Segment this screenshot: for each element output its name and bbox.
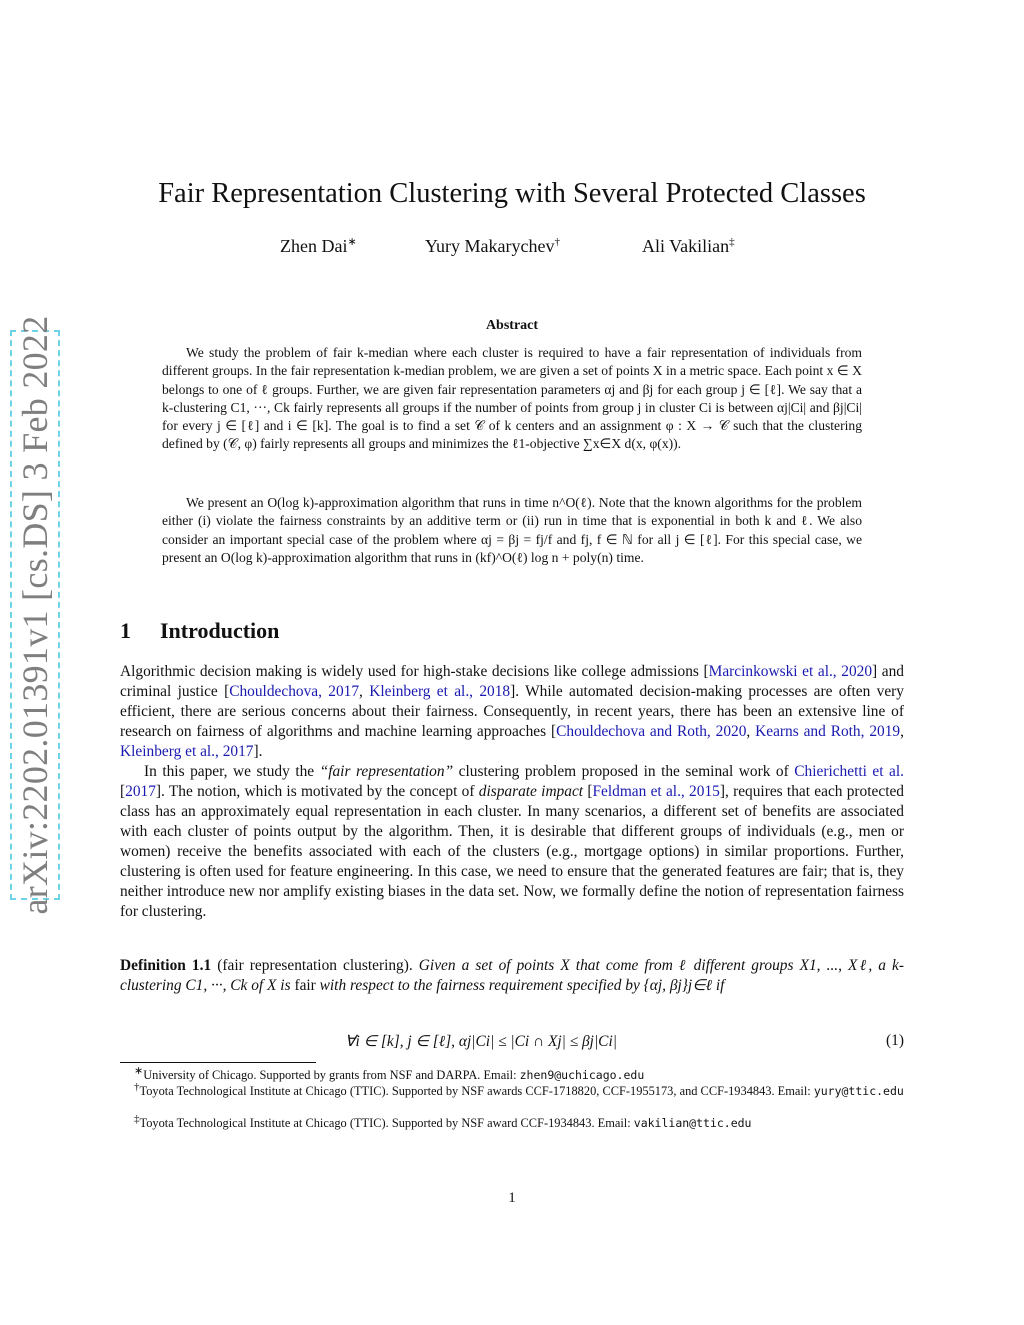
- author-2: [425, 236, 560, 257]
- equation-body: ∀i ∈ [k], j ∈ [ℓ], αj|Ci| ≤ |Ci ∩ Xj| ≤ βj|Ci|: [345, 1033, 617, 1050]
- quoted-term: “fair representation”: [319, 763, 454, 780]
- text-run: ], requires that each protected class has an approximately equal representation in each cluster. In many scenarios, a different set of benefits are associated with each cluster of points output by the algorithm. Then, it is desirable that different groups of individuals (e.g., men or women) receive the benefits associated with each of the clusters (e.g., mortgage options) in similar proportions. Further, clustering is often used for feature engineering. In this case, we need to ensure that the generated features are fair; that is, they neither introduce new nor amplify existing biases in the data set. Now, we formally define the notion of representation fairness for clustering.: [120, 783, 904, 920]
- text-run: with respect to the fairness requirement specified by {αj, βj}j∈ℓ if: [315, 977, 725, 994]
- author-mark: ∗: [347, 236, 357, 248]
- email-link[interactable]: yury@ttic.edu: [813, 1084, 904, 1098]
- author-name: Zhen Dai: [280, 236, 348, 256]
- email-link[interactable]: vakilian@ttic.edu: [633, 1116, 752, 1130]
- citation-link[interactable]: Marcinkowski et al., 2020: [708, 663, 873, 680]
- footnote-1: [120, 1064, 904, 1084]
- citation-link[interactable]: Kleinberg et al., 2018: [369, 683, 511, 700]
- text-run: ]. The notion, which is motivated by the concept of: [155, 783, 479, 800]
- definition-name: (fair representation clustering).: [217, 957, 413, 974]
- definition-label: Definition 1.1: [120, 957, 212, 974]
- intro-paragraph-1: [120, 662, 904, 762]
- section-heading: [120, 618, 279, 644]
- author-3: [642, 236, 735, 257]
- author-name: Yury Makarychev: [425, 236, 555, 256]
- footnote-3: [120, 1112, 904, 1132]
- footnote-2: [120, 1080, 904, 1100]
- text-run: Given a set of points X that come from ℓ different groups X1, ..., Xℓ, a k-clustering C1, ···, Ck of X is: [120, 957, 904, 994]
- intro-paragraph-2: [120, 762, 904, 922]
- citation-link[interactable]: Chierichetti et al.: [794, 763, 904, 780]
- definition-word: fair: [294, 977, 316, 994]
- footnote-text: Toyota Technological Institute at Chicago (TTIC). Supported by NSF award CCF-1934843. Email:: [139, 1116, 634, 1130]
- equation-number: (1): [886, 1032, 904, 1049]
- text-run: ,: [359, 683, 370, 700]
- text-run: ]. While automated decision-making processes are often very efficient, there are serious concerns about their fairness. Consequently, in recent years, there has been an extensive line of research on fairness of algorithms and machine learning approaches [: [120, 683, 904, 740]
- arxiv-stamp: [10, 315, 60, 915]
- text-run: ,: [900, 723, 904, 740]
- footnote-mark: ∗: [134, 1064, 144, 1077]
- arxiv-id: arXiv:2202.01391v1 [cs.DS] 3 Feb 2022: [15, 315, 55, 915]
- citation-link[interactable]: 2017: [125, 783, 156, 800]
- abstract-heading: Abstract: [485, 318, 539, 333]
- footnote-text: Toyota Technological Institute at Chicago (TTIC). Supported by NSF awards CCF-1718820, CCF-1955173, and CCF-1934843. Email:: [139, 1084, 814, 1098]
- text-run: In this paper, we study the: [144, 763, 320, 780]
- text-run: [: [583, 783, 593, 800]
- section-title: Introduction: [160, 618, 280, 643]
- emphasis: disparate impact: [478, 783, 584, 800]
- definition-block: [120, 956, 904, 996]
- citation-link[interactable]: Kearns and Roth, 2019: [755, 723, 901, 740]
- paper-title: Fair Representation Clustering with Several Protected Classes: [158, 178, 866, 209]
- text-run: ].: [253, 743, 263, 760]
- author-mark: ‡: [729, 236, 735, 248]
- author-name: Ali Vakilian: [642, 236, 730, 256]
- text-run: [: [120, 783, 126, 800]
- email-link[interactable]: zhen9@uchicago.edu: [519, 1068, 645, 1082]
- citation-link[interactable]: Kleinberg et al., 2017: [120, 743, 254, 760]
- section-number: 1: [120, 618, 131, 643]
- abstract-paragraph-1: We study the problem of fair k-median where each cluster is required to have a fair representation of individuals from different groups. In the fair representation k-median problem, we are given a set of points X in a metric space. Each point x ∈ X belongs to one of ℓ groups. Further, we are given fair representation parameters αj and βj for each group j ∈ [ℓ]. We say that a k-clustering C1, ···, Ck fairly represents all groups if the number of points from group j in cluster Ci is between αj|Ci| and βj|Ci| for every j ∈ [ℓ] and i ∈ [k]. The goal is to find a set 𝒞 of k centers and an assignment φ : X → 𝒞 such that the clustering defined by (𝒞, φ) fairly represents all groups and minimizes the ℓ1-objective ∑x∈X d(x, φ(x)).: [162, 345, 862, 452]
- footnote-rule: [120, 1062, 316, 1063]
- text-run: ] and criminal justice [: [120, 663, 904, 700]
- footnote-text: University of Chicago. Supported by grants from NSF and DARPA. Email:: [143, 1068, 520, 1082]
- text-run: Algorithmic decision making is widely used for high-stake decisions like college admissions [: [120, 663, 709, 680]
- citation-link[interactable]: Chouldechova, 2017: [229, 683, 360, 700]
- author-mark: †: [554, 236, 560, 248]
- footnote-mark: †: [134, 1080, 140, 1093]
- text-run: ,: [746, 723, 756, 740]
- footnote-mark: ‡: [134, 1112, 140, 1125]
- citation-link[interactable]: Chouldechova and Roth, 2020: [556, 723, 747, 740]
- abstract-paragraph-2: We present an O(log k)-approximation algorithm that runs in time n^O(ℓ). Note that the known algorithms for the problem either (i) violate the fairness constraints by an additive term or (ii) run in time that is exponential in both k and ℓ. We also consider an important special case of the problem where αj = βj = fj/f and fj, f ∈ ℕ for all j ∈ [ℓ]. For this special case, we present an O(log k)-approximation algorithm that runs in (kf)^O(ℓ) log n + poly(n) time.: [162, 495, 862, 565]
- citation-link[interactable]: Feldman et al., 2015: [592, 783, 720, 800]
- text-run: clustering problem proposed in the seminal work of: [453, 763, 795, 780]
- page-number: 1: [508, 1190, 516, 1206]
- author-1: [280, 236, 357, 257]
